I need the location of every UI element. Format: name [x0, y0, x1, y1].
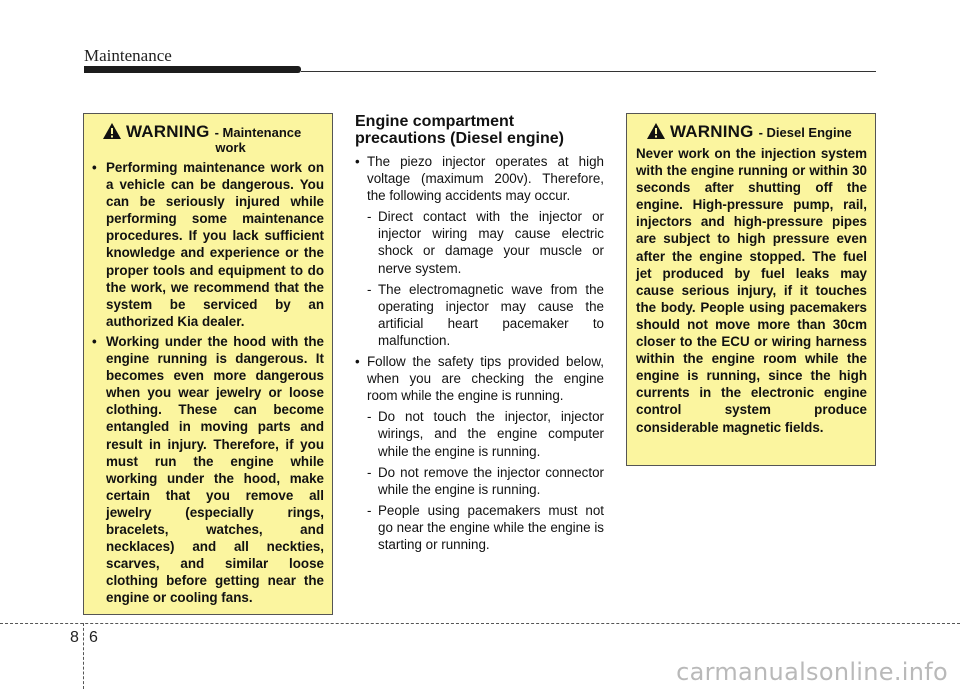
sub-item: - Do not remove the injector connector while the engine is running.	[355, 464, 604, 498]
footer-divider	[83, 623, 84, 689]
section-title: Engine compartment precautions (Diesel engine)	[355, 113, 564, 147]
warning-heading	[102, 122, 324, 142]
warning-triangle-icon	[102, 122, 122, 140]
warning-heading	[646, 122, 867, 142]
footer-rule	[0, 623, 960, 624]
bullet-safety-tips: • Follow the safety tips provided below, when you are checking the engine room while the engine is running.	[355, 353, 604, 404]
warning-word: WARNING	[126, 122, 210, 141]
sub-item: - People using pacemakers must not go near the engine while the engine is starting or running.	[355, 502, 604, 553]
watermark: carmanualsonline.info	[676, 658, 948, 686]
warning-list	[92, 159, 324, 606]
warning-subtitle: - Diesel Engine	[758, 125, 852, 140]
chapter-number: 8	[70, 629, 79, 646]
warning-word: WARNING	[670, 122, 754, 141]
warning-item: • Performing maintenance work on a vehicle can be dangerous. You can be seriously injured while performing some maintenance procedures. If you lack sufficient knowledge and experience or the proper tools and equipment to do the work, we recommend that the system be serviced by an authorized Kia dealer.	[92, 159, 324, 330]
warning-triangle-icon	[646, 122, 666, 140]
sub-item: - Direct contact with the injector or injector wiring may cause electric shock or damage your muscle or nerve system.	[355, 208, 604, 276]
warning-body: Never work on the injection system with the engine running or within 30 seconds after shutting off the engine. High-pressure pump, rail, injectors and high-pressure pipes are subject to high pressure even after the engine stopped. The fuel jet produced by fuel leaks may cause serious injury, if it touches the body. People using pacemakers should not move more than 30cm closer to the ECU or wiring harness within the engine room while the engine is running, since the high currents in the electronic engine control system produce considerable magnetic fields.	[636, 146, 867, 435]
bullet-piezo-injector: • The piezo injector operates at high voltage (maximum 200v). Therefore, the following accidents may occur.	[355, 153, 604, 204]
warning-box-diesel-engine	[626, 113, 876, 466]
warning-subtitle-continued: work	[215, 140, 246, 155]
warning-item: • Working under the hood with the engine running is dangerous. It becomes even more dangerous when you wear jewelry or loose clothing. These can become entangled in moving parts and result in injury. Therefore, if you must run the engine while working under the hood, make certain that you remove all jewelry (especially rings, bracelets, watches, and necklaces) and all neckties, scarves, and similar loose clothing before getting near the engine or cooling fans.	[92, 333, 324, 607]
diesel-precautions-section	[355, 113, 604, 557]
sub-item: - The electromagnetic wave from the operating injector may cause the artificial heart pacemaker to malfunction.	[355, 281, 604, 349]
page-header-title: Maintenance	[84, 46, 172, 65]
header-bar	[84, 66, 301, 73]
warning-subtitle: - Maintenance	[214, 125, 302, 140]
sub-item: - Do not touch the injector, injector wirings, and the engine computer while the engine is running.	[355, 408, 604, 459]
page-number: 6	[89, 629, 98, 646]
header-rule	[301, 71, 876, 72]
warning-box-maintenance	[83, 113, 333, 615]
